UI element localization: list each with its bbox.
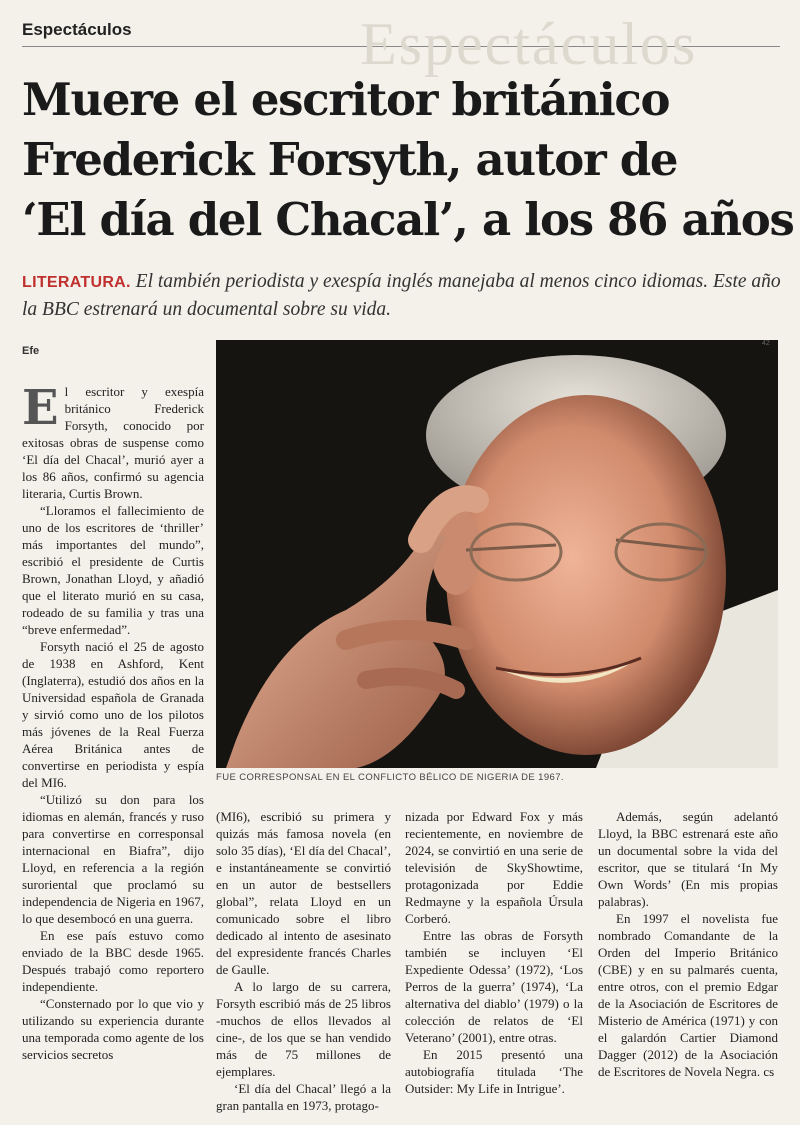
paragraph: A lo largo de su carrera, Forsyth escribió más de 25 libros -muchos de ellos llevados al cine-, de los que se han vendido más de 75 millones de ejemplares. [216, 979, 391, 1079]
article-column-3 [405, 808, 583, 1123]
paragraph-text: l escritor y exespía británico Frederick Forsyth, conocido por exitosas obras de suspense como ‘El día del Chacal’, murió ayer a los 86 años, confirmó su agencia literaria, Curtis Brown. [22, 384, 204, 501]
paragraph: “Consternado por lo que vio y utilizando su experiencia durante una temporada como agente de los servicios secretos [22, 996, 204, 1062]
paragraph: (MI6), escribió su primera y quizás más famosa novela (en solo 35 días), ‘El día del Chacal’, e instantáneamente se convirtió en un autor de bestsellers global”, relata Lloyd en un comunicado sobre el libro dedicado al intento de asesinato del expresidente francés Charles de Gaulle. [216, 809, 391, 977]
portrait-illustration [216, 340, 778, 768]
headline [22, 70, 792, 250]
paragraph [22, 383, 204, 502]
article-column-4 [598, 808, 778, 1123]
headline-line-2: Frederick Forsyth, autor de [22, 133, 678, 186]
article-column-2 [216, 808, 391, 1123]
portrait-photo [216, 340, 778, 768]
paragraph [598, 910, 778, 1080]
byline-agency: Efe [22, 345, 40, 357]
paragraph: ‘El día del Chacal’ llegó a la gran pantalla en 1973, protago- [216, 1081, 391, 1113]
end-mark: cs [763, 1064, 775, 1079]
paragraph: nizada por Edward Fox y más recientemente, en noviembre de 2024, se convirtió en una serie de televisión de SkyShowtime, protagonizada por Eddie Redmayne y la española Úrsula Corberó. [405, 809, 583, 926]
section-label: Espectáculos [22, 20, 132, 39]
photo-caption: FUE CORRESPONSAL EN EL CONFLICTO BÉLICO DE NIGERIA DE 1967. [216, 772, 564, 783]
drop-cap: E [22, 383, 59, 436]
paragraph: “Utilizó su don para los idiomas en alemán, francés y ruso para convertirse en corresponsal internacional en Biafra”, dijo Lloyd, en referencia a la región suroriental que proclamó su independencia de Nigeria en 1967, lo que desembocó en una guerra. [22, 792, 204, 926]
paragraph: En ese país estuvo como enviado de la BBC desde 1965. Después trabajó como reportero independiente. [22, 928, 204, 994]
subheadline [22, 268, 782, 323]
paragraph: Además, según adelantó Lloyd, la BBC estrenará este año un documental sobre la vida del escritor, que se titulará ‘In My Own Words’ (En mis propias palabras). [598, 809, 778, 909]
paragraph-text: En 1997 el novelista fue nombrado Comandante de la Orden del Imperio Británico (CBE) y en su palmarés cuenta, entre otros, con el premio Edgar de la Asociación de Escritores de Misterio de América (1971) y con el galardón Cartier Diamond Dagger (2012) de la Asociación de Escritores de Novela Negra. [598, 911, 778, 1079]
article-column-1 [22, 383, 204, 1123]
headline-line-1: Muere el escritor británico [22, 73, 670, 126]
paragraph: “Lloramos el fallecimiento de uno de los escritores de ‘thriller’ más importantes del mundo”, escribió el presidente de Curtis Brown, Jonathan Lloyd, y añadió que el literato murió en su casa, rodeado de su familia y tras una “breve enfermedad”. [22, 503, 204, 637]
kicker: LITERATURA. [22, 274, 131, 291]
paragraph: Forsyth nació el 25 de agosto de 1938 en Ashford, Kent (Inglaterra), estudió dos años en la Universidad española de Granada y sirvió como uno de los pilotos más jóvenes de la Real Fuerza Aérea Británica antes de convertirse en periodista y espía del MI6. [22, 639, 204, 790]
photo-credit: 42 [762, 340, 770, 347]
headline-line-3: ‘El día del Chacal’, a los 86 años [22, 193, 794, 246]
show-through-text: Espectáculos [360, 11, 698, 77]
paragraph: Entre las obras de Forsyth también se incluyen ‘El Expediente Odessa’ (1972), ‘Los Perros de la guerra’ (1974), ‘La alternativa del diablo’ (1979) o la colección de relatos de ‘El Veterano’ (2001), entre otras. [405, 928, 583, 1045]
subheadline-text: El también periodista y exespía inglés manejaba al menos cinco idiomas. Este año la BBC estrenará un documental sobre su vida. [22, 271, 781, 320]
paragraph: En 2015 presentó una autobiografía titulada ‘The Outsider: My Life in Intrigue’. [405, 1047, 583, 1096]
